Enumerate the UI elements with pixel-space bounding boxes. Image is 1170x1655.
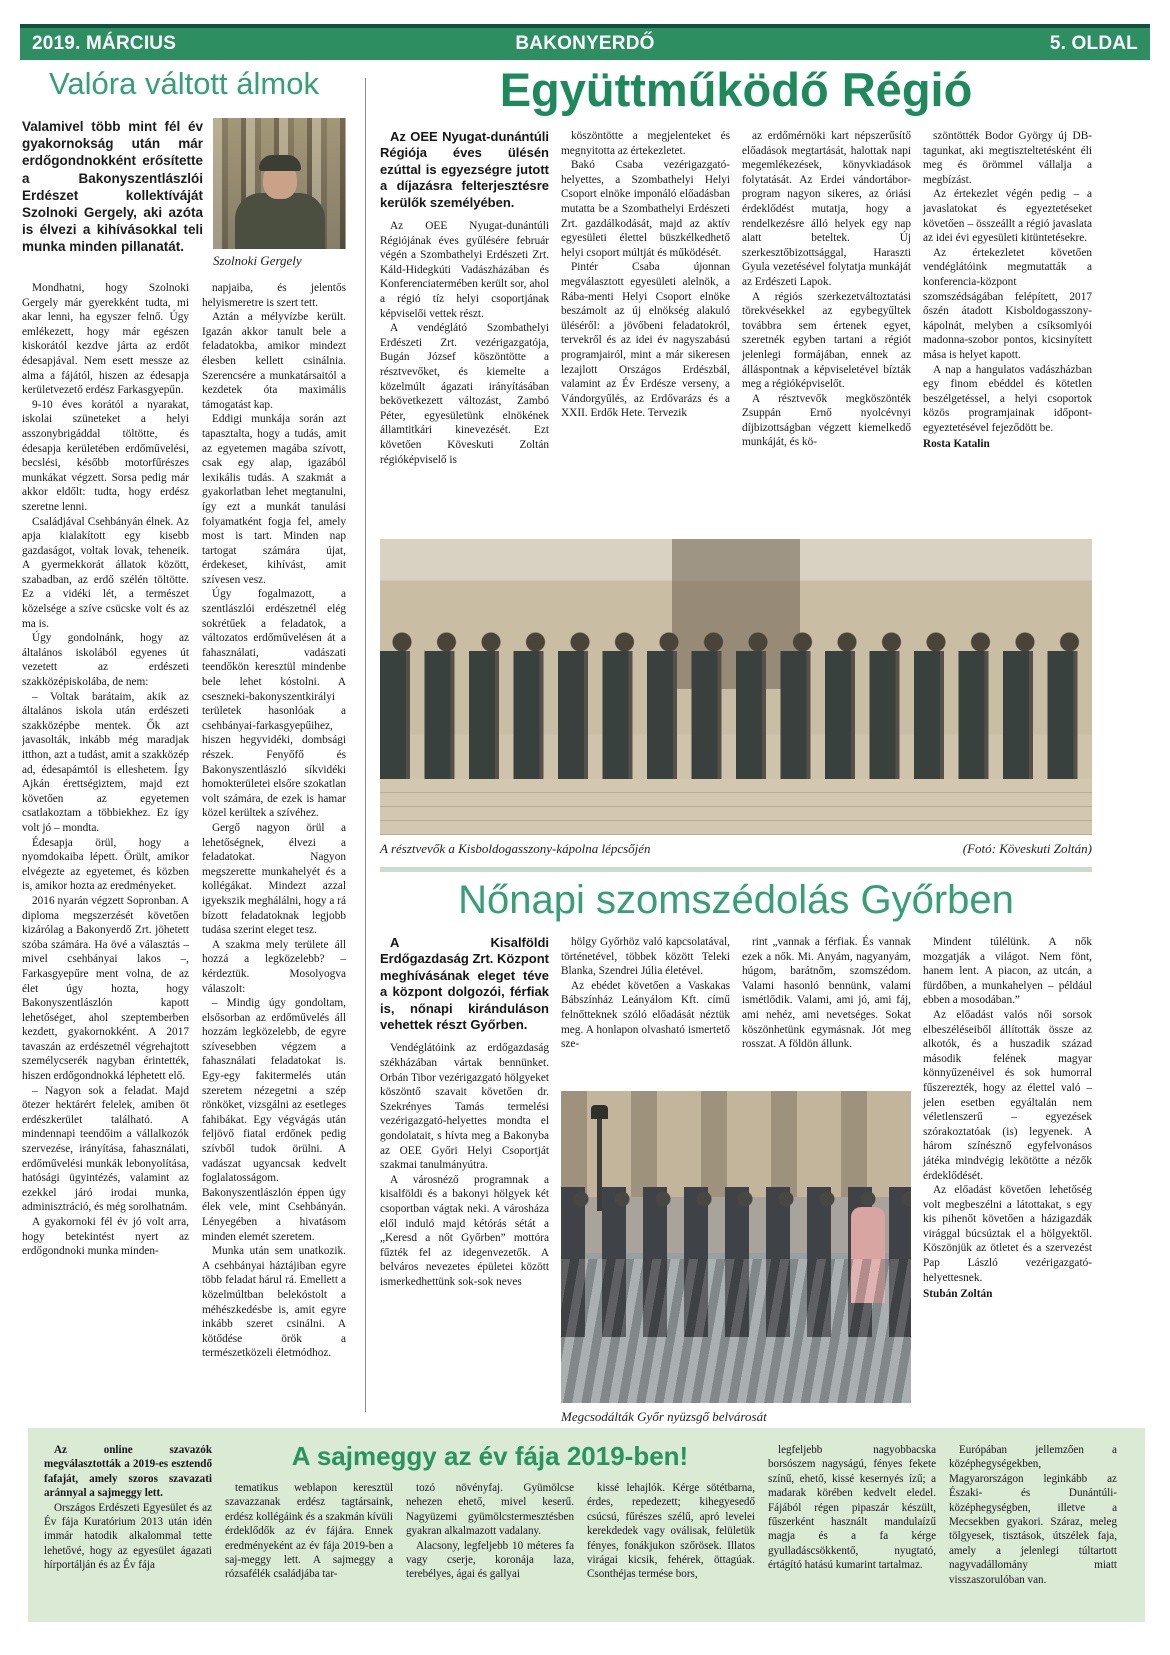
main-article-byline: Rosta Katalin — [923, 438, 990, 451]
main-article-column-1 — [380, 129, 549, 533]
main-article-columns — [380, 129, 1092, 533]
section-divider — [380, 867, 1092, 872]
paragraph: legfeljebb nagyobbacska borsószem nagyságú, fényes fekete színű, ehető, kissé kesernyés ízű; a madarak körében kedvelt eledel. Fájából régen pipaszár készült, fűszerként használt mandulaízű magja és a fa kérge gyulladáscsökkentő, nyugtató, értágító hatású kumarint tartalmaz. — [768, 1444, 936, 1572]
left-article-title: Valóra váltott álmok — [49, 66, 319, 101]
second-article-column-1 — [380, 935, 549, 1425]
portrait-cap-shape — [259, 155, 301, 171]
paragraph: Az értekezletet követően vendéglátóink megmutatták a konferencia-központ szomszédságában felépített, 2017 őszén átadott Kisboldogasszony-kápolnát, melyben a csíksomlyói madonna-szobor pontos, kicsinyített mása is helyet kapott. — [923, 246, 1092, 361]
article-sajmeggy-box — [28, 1428, 1145, 1622]
bottom-column-a-text — [44, 1501, 212, 1573]
paragraph: Úgy fogalmazott, a szentlászlói erdészetnél elég sokrétűek a feladatok, a változatos erdőművelésen át a fahasználati, vadászati teendőkön keresztül mindenbe bele lehet kóstolni. A cseszneki-bakonyszentkirályi területek hasonlóak a csehbányai-farkasgyepűihez, hiszen hegyvidéki, dombsági részek. Fenyőfő és Bakonyszentlászló síkvidéki homokterületei elsőre szokatlan volt számára, de ezek is hamar közel kerültek a szívéhez. — [202, 588, 346, 820]
second-article-column-2 — [561, 935, 730, 1087]
main-article-column-2 — [561, 129, 730, 533]
group-photo-figures — [380, 651, 1092, 779]
paragraph: Mondhatni, hogy Szolnoki Gergely már gyerekként tudta, mi akar lenni, ha egyszer felnő. Úgy emlékezett, hogy már egészen kiskorától kezdve járta az erdőt édesapjával. Nem esett messze az alma a fájától, hiszen az édesapja kerületvezető erdész Farkasgyepűn. — [22, 282, 189, 397]
left-article-columns — [22, 281, 346, 1393]
paragraph: A nap a hangulatos vadászházban egy finom ebéddel és kötetlen beszélgetéssel, a helyi csoportok közös programjainak időpont-egyeztetésével fejeződött be. — [923, 363, 1092, 434]
main-article-column-4 — [923, 129, 1092, 533]
main-article-lead: Az OEE Nyugat-dunántúli Régiója éves ülésén ezúttal is egyezségre jutott a díjazásra felterjesztésre kerülők személyében. — [380, 129, 549, 210]
second-article-column-1-text — [380, 1041, 549, 1289]
group-photo-caption-row — [380, 841, 1092, 857]
paragraph: Az értekezlet végén pedig – a javaslatokat és egyeztetéseket követően – összeállt a régió javaslata az idei évi egyesületi kitüntetésekre. — [923, 188, 1092, 245]
paragraph: – Mindig úgy gondoltam, elsősorban az erdőművelés áll hozzám legközelebb, de egyre szívesebben végzem a fahasználati feladatokat is. Egy-egy fakitermelés után szeretem nézegetni a szép rönköket, vizsgálni az esetleges fahibákat. Egy végvágás után feljövő fiatal erdőnek pedig szívből tudok örülni. A vadászat ugyancsak kedvelt foglalatosságom. Bakonyszentlászlón éppen úgy élek vele, mint Csehbányán. Lényegében a hivatásom minden elemét szeretem. — [202, 997, 346, 1243]
bottom-column-a — [44, 1443, 212, 1610]
paragraph: Az OEE Nyugat-dunántúli Régiójának éves gyűlésére február végén a Szombathelyi Erdészeti Zrt. Káld-Hidegkúti Vadászházában és Konferenciatermében került sor, ahol a régió tíz helyi csoportjának képviselői vettek részt. — [380, 220, 549, 320]
main-article-column-1-text — [380, 219, 549, 467]
bottom-column-b — [225, 1481, 393, 1582]
paragraph: Az ebédet követően a Vaskakas Bábszínház Leányálom Kft. című felnőtteknek szóló előadását néztük meg. A honlapon olvasható ismertető sze- — [561, 979, 730, 1051]
article-valora-valtott-almok — [22, 62, 346, 1418]
paragraph: Vendéglátóink az erdőgazdaság székházában vártak bennünket. Orbán Tibor vezérigazgató hölgyeket köszöntő szavait követően dr. Szekrényes Tamás termelési vezérigazgató-helyettes mondta el gondolatait, s hívta meg a Bakonyba az OEE Győri Helyi Csoportját szakmai tanulmányútra. — [380, 1042, 549, 1172]
paragraph: Gergő nagyon örül a lehetőségnek, élvezi a feladatokat. Nagyon megszerette munkahelyét és a kollégákat. Mindezt azzal igyekszik meghálálni, hogy a rá bízott feladatoknak legjobb tudása szerint eleget tesz. — [202, 821, 346, 937]
paragraph: A résztvevők megköszönték Zsuppán Ernő nyolcévnyi díjbizottságban végzett kiemelkedő munkáját, és kö- — [742, 392, 911, 449]
paragraph: Az előadást követően lehetőség volt megbeszélni a látottakat, s egy kis pihenőt követően a házigazdák virággal búcsúztak el a hölgyektől. Köszönjük az ötletet és a szervezést Pap László vezérigazgató-helyettesnek. — [923, 1184, 1092, 1284]
paragraph: Országos Erdészeti Egyesület és az Év fája Kuratórium 2013 után idén immár hatodik alkalommal tette lehetővé, hogy az egyesület ágazati hírportálján és az Év fája — [44, 1501, 212, 1572]
main-area — [380, 62, 1092, 1425]
paragraph: rint „vannak a férfiak. És vannak ezek a nők. Mi. Anyám, nagyanyám, húgom, barátnőm, szomszédom. Valami hasonló bennünk, valami ismétlődik. Valami, ami jó, ami fáj, ami nehéz, ami nevetséges. Sokat köszönhetünk egymásnak. Jót meg rosszat. A földön állunk. — [742, 936, 911, 1051]
paragraph: tozó növényfaj. Gyümölcse nehezen ehető, mivel keserű. Nagyüzemi gyümölcstermesztésben gyakran alkalmazott vadalany. — [406, 1482, 574, 1538]
bottom-article-lead: Az online szavazók megválasztották a 2019-es esztendő fafaját, amely szoros szavazati aránnyal a sajmeggy lett. — [44, 1444, 212, 1500]
portrait-caption: Szolnoki Gergely — [213, 253, 302, 268]
paragraph: kissé lehajlók. Kérge sötétbarna, érdes, repedezett; kihegyesedő csúcsú, fűrészes szélű, apró levelei kerekdedek vagy oválisak, felületük fényes, fonákjukon szőrösek. Illatos virágai kicsik, fehérek, öttagúak. Csonthéjas termése bors, — [587, 1482, 755, 1581]
bottom-column-d — [587, 1481, 755, 1582]
paragraph: Alacsony, legfeljebb 10 méteres fa vagy cserje, koronája laza, terebélyes, ágai és gallyai — [406, 1539, 574, 1581]
paragraph: A vendéglátó Szombathelyi Erdészeti Zrt. vezérigazgatója, Bugán József köszöntötte a résztvevőket, és kiemelte a közelmúlt ágazati irányításában bekövetkezett változást, Zambó Péter, egyesületünk elnökének államtitkári kinevezését. Ezt követően Köveskuti Zoltán régióképviselő is — [380, 322, 549, 466]
cobblestone-pavement — [561, 1259, 911, 1403]
bottom-column-f — [949, 1443, 1117, 1610]
street-photo — [561, 1091, 911, 1403]
paragraph: A gyakornoki fél év jó volt arra, hogy betekintést nyert az erdőgondnoki munka minden- — [22, 1216, 189, 1258]
paragraph: 9-10 éves korától a nyarakat, iskolai szüneteket a helyi asszonybrigáddal töltötte, és édesapja kerületében erdőművelési, becslési, később motorfűrészes munkákat végzett. Sorsa pedig már akkor eldőlt: tudta, hogy erdész szeretne lenni. — [22, 398, 189, 513]
second-article-columns — [380, 935, 1092, 1425]
left-article-lead: Valamivel több mint fél év gyakornokság után már erdőgondnokként erősítette a Bakonyszentlászlói Erdészet kollektíváját Szolnoki Gergely, aki azóta is élvezi a kihívásokkal teli munka minden pillanatát. — [22, 119, 203, 255]
paragraph: Mindent túlélünk. A nők mozgatják a világot. Nem fönt, hanem lent. A piacon, az utcán, a fürdőben, a munkahelyen – például ebben a mosodában.” — [923, 936, 1092, 1007]
paragraph: – Voltak barátaim, akik az általános iskola után erdészeti szakközépbe mentek. Ők azt javasolták, inkább még maradjak itthon, azt a tudást, amit a szakközép ad, édesapámtól is elleshetem. Így Ajkán érettségiztem, majd ezt követően az egyetemen csatlakoztam a többiekhez. Ez így volt jó – mondta. — [22, 690, 189, 834]
paragraph: A régiós szerkezetváltoztatási törekvésekkel az egybegyűltek továbbra sem értenek egyet, szeretnék egyben tartani a régiót jelenlegi formájában, ennek az álláspontnak a képviseletével bízták meg a régióképviselőt. — [742, 290, 911, 391]
paragraph: napjaiba, és jelentős helyismeretre is szert tett. — [202, 282, 346, 309]
paragraph: Európában jellemzően a középhegységekben, Magyarországon leginkább az Északi- és Dunántúli-középhegységben, illetve a Mecsekben gyakori. Száraz, meleg tölgyesek, tisztások, útszélek faja, amely a jelenlegi túltartott nagyvadállomány miatt visszaszorulóban van. — [949, 1444, 1117, 1586]
second-article-middle-columns — [561, 935, 911, 1087]
paragraph: Úgy gondolnánk, hogy az általános iskolából egyenes út vezetett az erdészeti szakközépiskolába, de nem: — [22, 632, 189, 689]
paragraph: – Nagyon sok a feladat. Majd ötezer hektárért felelek, amiben öt erdészkerület található. A mindennapi teendőim a vállalkozók szervezése, irányítása, fahasználati, erdőművelési munkák lebonyolítása, hatósági ügyintézés, valamint az ezekkel járó irodai munka, adminisztráció, és még sorolhatnám. — [22, 1084, 189, 1214]
paragraph: tematikus weblapon keresztül szavazzanak erdész tagtársaink, erdész kollégáink és a szakmán kívüli érdeklődők az év fájára. Ennek eredményeként az év fája 2019-ben a saj-meggy lett. A sajmeggy a rózsafélék családjába tar- — [225, 1482, 393, 1581]
group-photo-caption: A résztvevők a Kisboldogasszony-kápolna lépcsőjén — [380, 841, 651, 856]
header-date: 2019. MÁRCIUS — [32, 33, 177, 54]
second-article-middle — [561, 935, 911, 1425]
portrait-photo — [213, 118, 346, 249]
paragraph: 2016 nyarán végzett Sopronban. A diploma megszerzését követően kizárólag a Bakonyerdő Zrt. jöhetett szóba számára. Ha övé a választás – mivel csehbányai lakos –, Farkasgyepűre ment volna, de az élet úgy hozta, hogy Bakonyszentlászlón kapott lehetőséget, ahol szeptemberben kezdett, gyakornokként. A 2017 tavaszán az erdészetnél végrehajtott személycserék nagyban érintették, hiszen erdőgondnokká léphetett elő. — [22, 894, 189, 1083]
left-article-column-1 — [22, 281, 189, 1393]
second-article-column-3 — [742, 935, 911, 1087]
left-article-column-2 — [202, 281, 346, 1393]
left-article-lead-row — [22, 118, 346, 269]
main-article-title: Együttműködő Régió — [499, 63, 973, 116]
main-article-column-4-text — [923, 129, 1092, 435]
bottom-article-title: A sajmeggy az év fája 2019-ben! — [291, 1441, 689, 1471]
main-article-column-3 — [742, 129, 911, 533]
paragraph: Bakó Csaba vezérigazgató-helyettes, a Szombathelyi Helyi Csoport elnöke imponáló előadásban mutatta be a Szombathelyi Erdészeti Zrt. gazdálkodását, majd az aktív egyesületi élettel büszkélkedhető helyi csoport múltját és működését. — [561, 159, 730, 259]
paragraph: szöntötték Bodor György új DB-tagunkat, aki megtiszteltetésként éli meg és örömmel vállalja a megbízást. — [923, 130, 1092, 186]
paragraph: hölgy Győrhöz való kapcsolatával, történetével, többek között Teleki Blanka, Szendrei Júlia életével. — [561, 936, 730, 978]
paragraph: Munka után sem unatkozik. A csehbányai háztájiban egyre több feladat hárul rá. Emellett a közelmúltban belekóstolt a méhészkedésbe is, amit egyre inkább szeret csinálni. A kötődése örök a természetközeli életmódhoz. — [202, 1245, 346, 1360]
bottom-column-e — [768, 1443, 936, 1610]
paragraph: A szakma mely területe áll hozzá a legközelebb? – kérdeztük. Mosolyogva válaszolt: — [202, 938, 346, 995]
portrait-figure — [213, 118, 346, 269]
paragraph: az erdőmérnöki kart népszerűsítő előadások megtartását, halottak napi megemlékezések, könyvkiadások folytatását. Az Erdei vándortábor-program nagyon sikeres, az óriási érdeklődést mutatja, hogy a rendelkezésre álló helyek egy nap alatt beteltek. Új szerkesztőbizottsággal, Haraszti Gyula vezetésével folytatja munkáját az Erdészeti Lapok. — [742, 130, 911, 288]
paragraph: köszöntötte a megjelenteket és megnyitotta az értekezletet. — [561, 130, 730, 157]
paragraph: A városnéző programnak a kisalföldi és a bakonyi hölgyek két csoportban vágtak neki. A városháza elől induló majd kétórás sétát a „Keresd a nőt Győrben” mottóra fűzték fel az idegenvezetők. A belváros nevezetes épületei között ismerkedhettünk sok-sok neves — [380, 1173, 549, 1288]
street-photo-caption: Megcsodálták Győr nyüzsgő belvárosát — [561, 1409, 767, 1424]
second-article-lead: A Kisalföldi Erdőgazdaság Zrt. Központ meghívásának eleget téve a központ dolgozói, férfiak is, nőnapi kiránduláson vehettek részt Győrben. — [380, 935, 549, 1033]
portrait-jacket-shape — [235, 193, 325, 249]
street-buildings-shape — [561, 1091, 911, 1197]
paragraph: Aztán a mélyvízbe került. Igazán akkor tanult bele a feladatokba, amikor mindezt élesben kellett csinálnia. Szerencsére a munkatársaitól a kezdetek óta maximális támogatást kap. — [202, 311, 346, 411]
header-page-number: 5. OLDAL — [1049, 33, 1138, 54]
paragraph: Az előadást valós női sorsok elbeszéléseiből állították össze az alkotók, és a huszadik század második felének magyar könnyűzenéivel és sok humorral fűszerezték, hogy az élettel való – jelen esetben egyáltalán nem véletlenszerű – egyezések szórakoztatóak (is) legyenek. A három színésznő egyfelvonásos játéka mindvégig lekötötte a nézők érdeklődését. — [923, 1008, 1092, 1182]
bottom-column-c — [406, 1481, 574, 1582]
paragraph: Pintér Csaba újonnan megválasztott egyesületi alelnök, a Rába-menti Helyi Csoport elnöke beszámolt az új elnökség alakuló üléséről: a jövőbeni feladatokról, tervekről és az idei év nagyszabású programjairól, mint a már sikeresen lezajlott Országos Erdészbál, valamint az Év Erdésze verseny, a Vándorgyűlés, az Erdővarázs és a XXII. Erdők Hete. Tervezik — [561, 261, 730, 420]
vertical-column-rule — [365, 78, 366, 1412]
paragraph: Családjával Csehbányán élnek. Az apja kialakított egy kisebb gazdaságot, voltak lovak, teheneik. A gyermekkorát állatok között, szabadban, az erdő szélén töltötte. Ez a vidéki lét, a természet közelsége a szíve csücske volt és az ma is. — [22, 515, 189, 630]
paragraph: Eddigi munkája során azt tapasztalta, hogy a tudás, amit az egyetemen magába szívott, csak egy alap, igazából lexikális tudás. A szakmát a gyakorlatban lehet megtanulni, így ezt a munkát tanulási folyamatként fogja fel, amely most is tart. Minden nap tartogat számára újat, érdekeset, kihívást, amit szívesen vesz. — [202, 413, 346, 586]
bottom-middle-columns — [225, 1481, 755, 1582]
second-article-column-4 — [923, 935, 1092, 1425]
bottom-middle — [225, 1443, 755, 1610]
second-article-byline: Stubán Zoltán — [923, 1288, 993, 1301]
chapel-steps-shape — [380, 779, 1092, 835]
group-photo-credit: (Fotó: Köveskuti Zoltán) — [962, 841, 1092, 856]
header-masthead: BAKONYERDŐ — [515, 33, 655, 54]
second-article-column-4-text — [923, 935, 1092, 1285]
second-article-title: Nőnapi szomszédolás Győrben — [458, 878, 1014, 922]
paragraph: Édesapja örül, hogy a nyomdokaiba lépett. Örült, amikor elvégezte az egyetemet, és közben is, amikor hozta az eredményeket. — [22, 836, 189, 893]
group-photo — [380, 539, 1092, 835]
page-header — [20, 24, 1150, 60]
